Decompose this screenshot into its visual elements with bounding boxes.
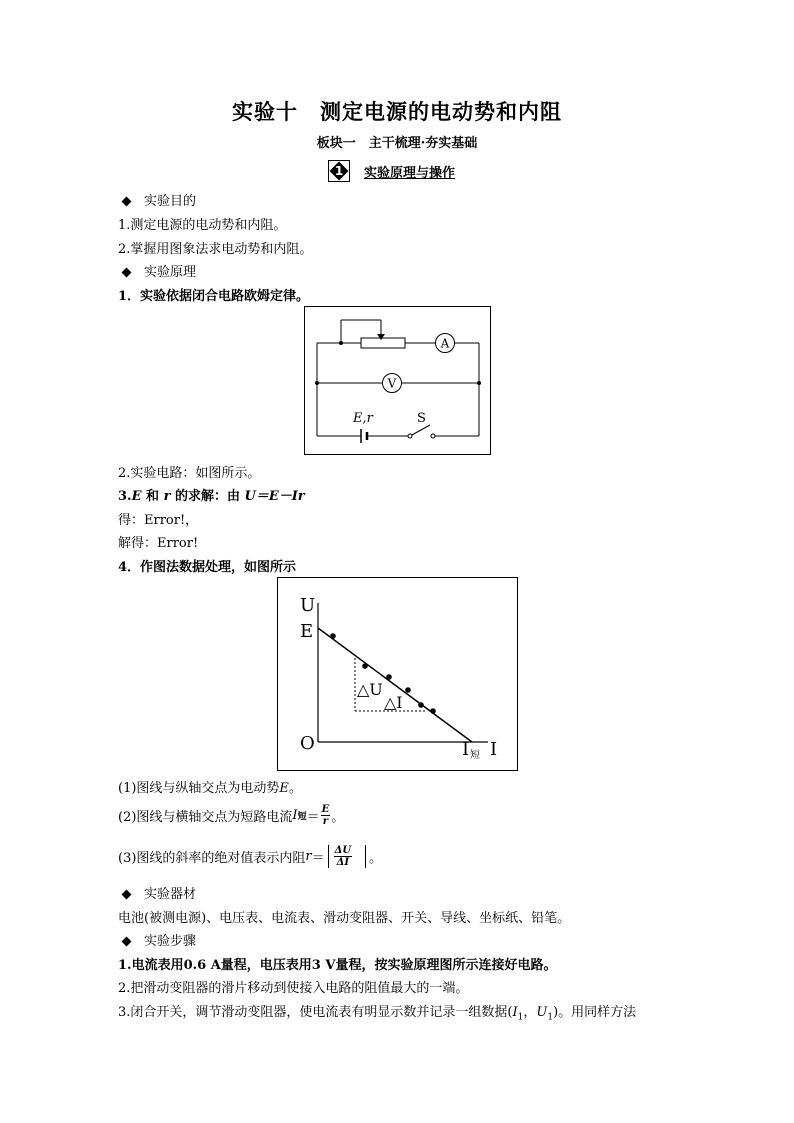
note-2: (2)图线与横轴交点为短路电流 I 短 ＝ $\frac{E}{r}$ 。 bbox=[118, 803, 345, 827]
block-title: 板块一 主干梳理·夯实基础 bbox=[316, 136, 478, 151]
principle-heading: 实验原理 bbox=[118, 261, 196, 280]
principle-p4: 4．作图法数据处理，如图所示 bbox=[118, 560, 297, 575]
source-label: E,r bbox=[353, 411, 373, 426]
note-1: (1)图线与纵轴交点为电动势E。 bbox=[118, 781, 302, 796]
origin-label: O bbox=[300, 733, 315, 754]
principle-p2: 2.实验电路：如图所示。 bbox=[118, 466, 261, 481]
purpose-heading: 实验目的 bbox=[118, 190, 196, 209]
ui-graph bbox=[277, 577, 518, 771]
diamond-bullet-icon bbox=[122, 936, 132, 946]
data-point bbox=[418, 702, 424, 708]
step-2: 2.把滑动变阻器的滑片移动到使接入电路的阻值最大的一端。 bbox=[118, 981, 469, 996]
data-point bbox=[405, 687, 411, 693]
switch-label: S bbox=[417, 411, 426, 426]
short-current-fraction: $\frac{E}{r}$ bbox=[321, 803, 330, 827]
section-number: 1 bbox=[334, 164, 344, 178]
ui-graph-svg bbox=[278, 578, 517, 770]
purpose-item-1: 1.测定电源的电动势和内阻。 bbox=[118, 218, 287, 233]
ammeter-label: A bbox=[440, 336, 450, 351]
principle-p3: 3.E 和 r 的求解：由 U＝E－Ir bbox=[118, 489, 305, 504]
principle-p3b: 得：Error!， bbox=[118, 513, 199, 528]
step-1: 1.电流表用0.6 A量程，电压表用3 V量程，按实验原理图所示连接好电路。 bbox=[118, 958, 557, 973]
principle-p1: 1．实验依据闭合电路欧姆定律。 bbox=[118, 289, 310, 304]
delta-i-label: △I bbox=[384, 693, 403, 712]
steps-heading: 实验步骤 bbox=[118, 930, 196, 949]
section-title: 实验原理与操作 bbox=[364, 165, 456, 181]
note-3: (3)图线的斜率的绝对值表示内阻 r ＝ $\frac{\Delta U}{\Delta I}$ 。 bbox=[118, 844, 383, 868]
section-header bbox=[328, 158, 455, 184]
data-point bbox=[330, 633, 336, 639]
data-point bbox=[362, 663, 368, 669]
fit-line bbox=[318, 628, 472, 742]
slope-fraction: $\frac{\Delta U}{\Delta I}$ bbox=[334, 844, 352, 868]
step-3: 3.闭合开关，调节滑动变阻器，使电流表有明显示数并记录一组数据($I_1$，$U_1$)。用同样方法 bbox=[118, 1005, 637, 1023]
principle-p3c: 解得：Error! bbox=[118, 536, 199, 551]
voltmeter-label: V bbox=[387, 376, 397, 391]
slope-abs-value bbox=[328, 845, 366, 868]
x-intercept-sub: 短 bbox=[470, 750, 480, 761]
diamond-bullet-icon bbox=[122, 196, 132, 206]
slider-arrow-icon bbox=[377, 334, 385, 340]
page-title: 实验十 测定电源的电动势和内阻 bbox=[232, 99, 562, 124]
data-point bbox=[430, 708, 436, 714]
diamond-bullet-icon bbox=[122, 267, 132, 277]
delta-u-label: △U bbox=[357, 680, 383, 699]
x-intercept-label: I bbox=[462, 739, 470, 760]
equipment-text: 电池(被测电源)、电压表、电流表、滑动变阻器、开关、导线、坐标纸、铅笔。 bbox=[118, 911, 571, 926]
equipment-heading: 实验器材 bbox=[118, 883, 196, 902]
circuit-svg bbox=[305, 307, 490, 454]
x-axis-label: I bbox=[490, 739, 498, 760]
y-intercept-label: E bbox=[300, 621, 314, 642]
section-number-badge bbox=[328, 160, 350, 182]
data-point bbox=[386, 674, 392, 680]
diamond-bullet-icon bbox=[122, 889, 132, 899]
purpose-item-2: 2.掌握用图象法求电动势和内阻。 bbox=[118, 242, 313, 257]
circuit-diagram bbox=[304, 306, 491, 455]
y-axis-label: U bbox=[300, 595, 316, 616]
